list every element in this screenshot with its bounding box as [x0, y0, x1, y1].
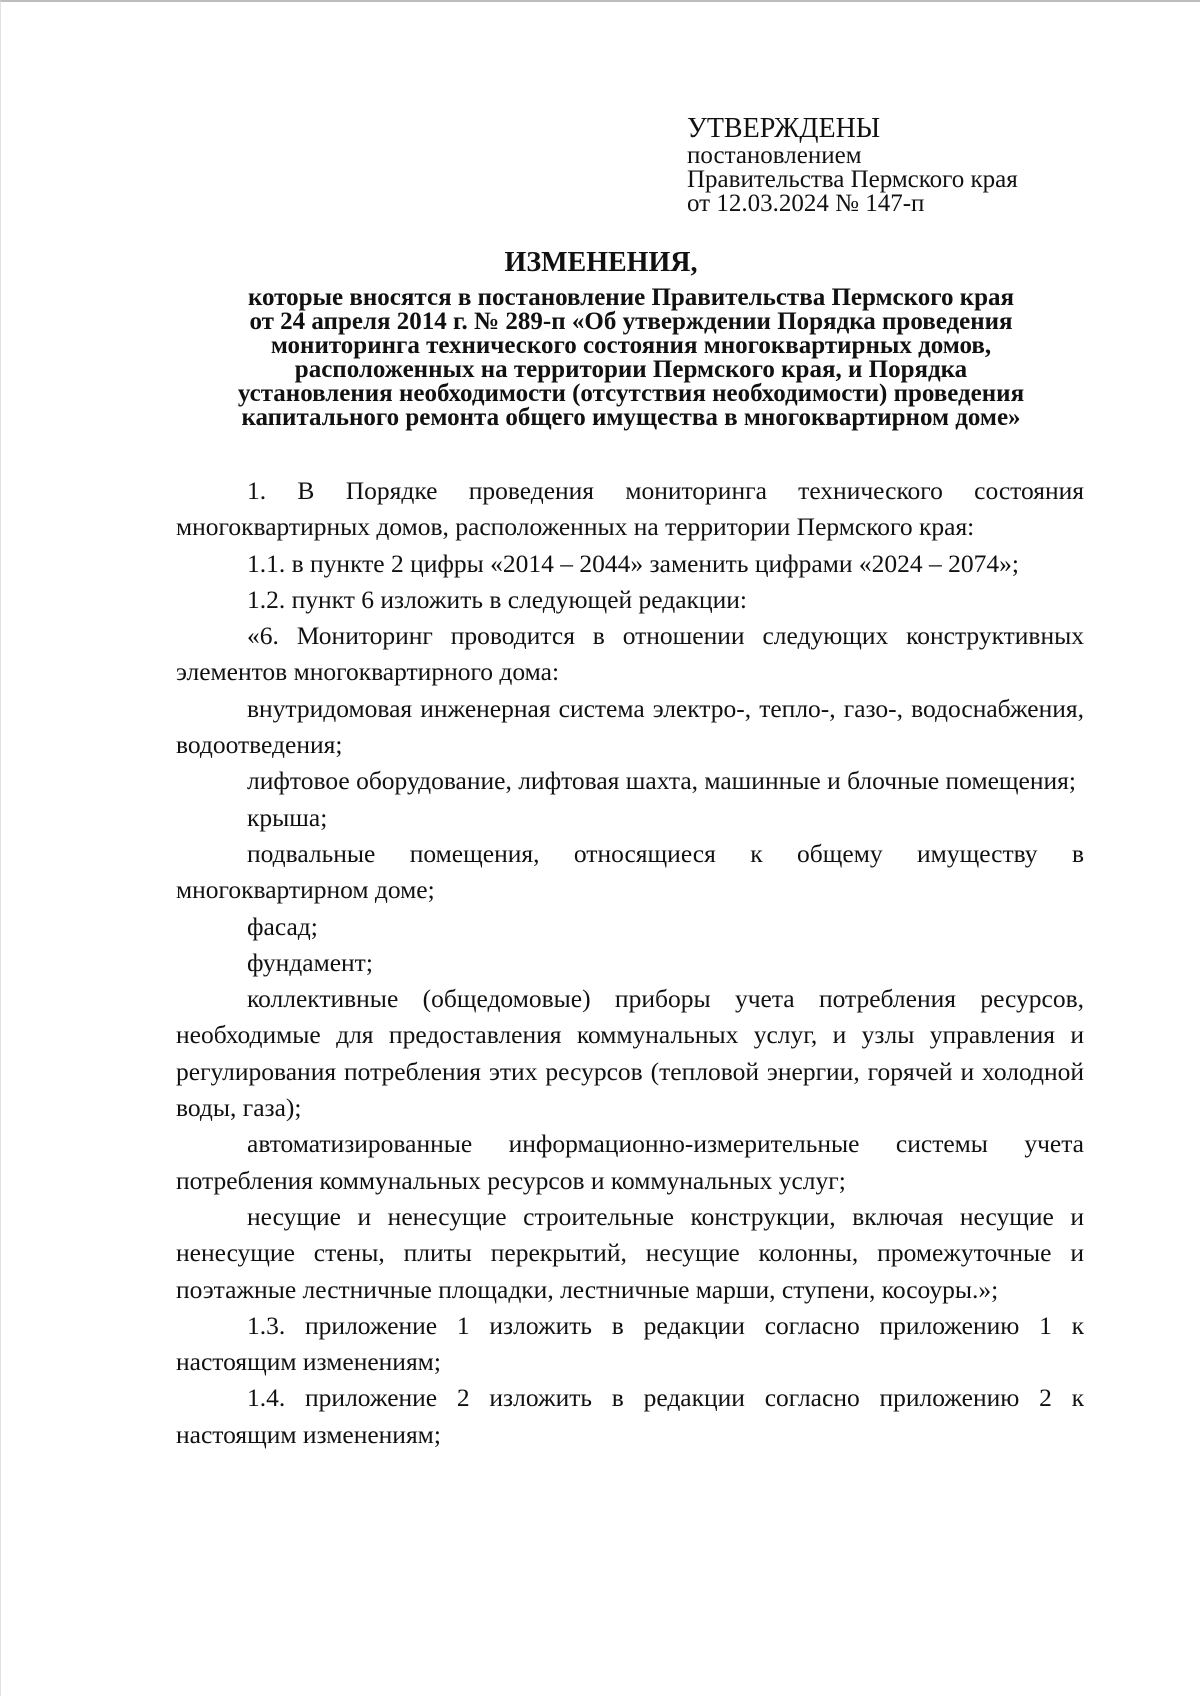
- list-item: несущие и ненесущие строительные конструкции, включая несущие и ненесущие стены, плиты перекрытий, несущие колонны, промежуточные и поэтажные лестничные площадки, лестничные марши, ступени, косоуры.»;: [176, 1201, 1084, 1304]
- document-body: [176, 473, 1084, 1453]
- paragraph-1-2: 1.2. пункт 6 изложить в следующей редакции:: [247, 584, 747, 614]
- list-item: лифтовое оборудование, лифтовая шахта, машинные и блочные помещения;: [247, 766, 1076, 796]
- approval-date-number: от 12.03.2024 № 147-п: [687, 190, 925, 217]
- document-title: ИЗМЕНЕНИЯ,: [504, 247, 698, 278]
- list-item: крыша;: [247, 802, 328, 832]
- paragraph-1-4: 1.4. приложение 2 изложить в редакции согласно приложению 2 к настоящим изменениям;: [176, 1383, 1084, 1449]
- subtitle-line: расположенных на территории Пермского края, и Порядка: [294, 356, 968, 383]
- list-item: подвальные помещения, относящиеся к общему имуществу в многоквартирном доме;: [176, 838, 1084, 905]
- paragraph-1: 1. В Порядке проведения мониторинга технического состояния многоквартирных домов, расположенных на территории Пермского края:: [176, 476, 1084, 542]
- subtitle-line: установления необходимости (отсутствия необходимости) проведения: [237, 380, 1025, 407]
- list-item: фасад;: [247, 911, 318, 941]
- approval-stamp: [687, 114, 1018, 216]
- paragraph-1-1: 1.1. в пункте 2 цифры «2014 – 2044» заменить цифрами «2024 – 2074»;: [247, 548, 1019, 578]
- approval-heading: УТВЕРЖДЕНЫ: [687, 113, 881, 144]
- paragraph-item-6: «6. Мониторинг проводится в отношении следующих конструктивных элементов многоквартирного дома:: [176, 621, 1084, 687]
- approval-line: постановлением: [687, 142, 862, 169]
- paragraph-1-3: 1.3. приложение 1 изложить в редакции согласно приложению 1 к настоящим изменениям;: [176, 1310, 1084, 1377]
- document-subtitle: [171, 286, 1091, 430]
- subtitle-line: от 24 апреля 2014 г. № 289-п «Об утверждении Порядка проведения: [249, 308, 1013, 335]
- list-item: коллективные (общедомовые) приборы учета потребления ресурсов, необходимые для предоставления коммунальных услуг, и узлы управления и регулирования потребления этих ресурсов (тепловой энергии, горячей и холодной воды, газа);: [176, 984, 1084, 1123]
- list-item: автоматизированные информационно-измерительные системы учета потребления коммунальных ресурсов и коммунальных услуг;: [176, 1129, 1084, 1195]
- list-item: внутридомовая инженерная система электро-, тепло-, газо-, водоснабжения, водоотведения;: [176, 693, 1084, 760]
- subtitle-line: капитального ремонта общего имущества в многоквартирном доме»: [241, 404, 1021, 431]
- subtitle-line: которые вносятся в постановление Правительства Пермского края: [247, 284, 1015, 311]
- list-item: фундамент;: [247, 947, 373, 977]
- subtitle-line: мониторинга технического состояния многоквартирных домов,: [270, 332, 992, 359]
- approval-line: Правительства Пермского края: [687, 166, 1018, 193]
